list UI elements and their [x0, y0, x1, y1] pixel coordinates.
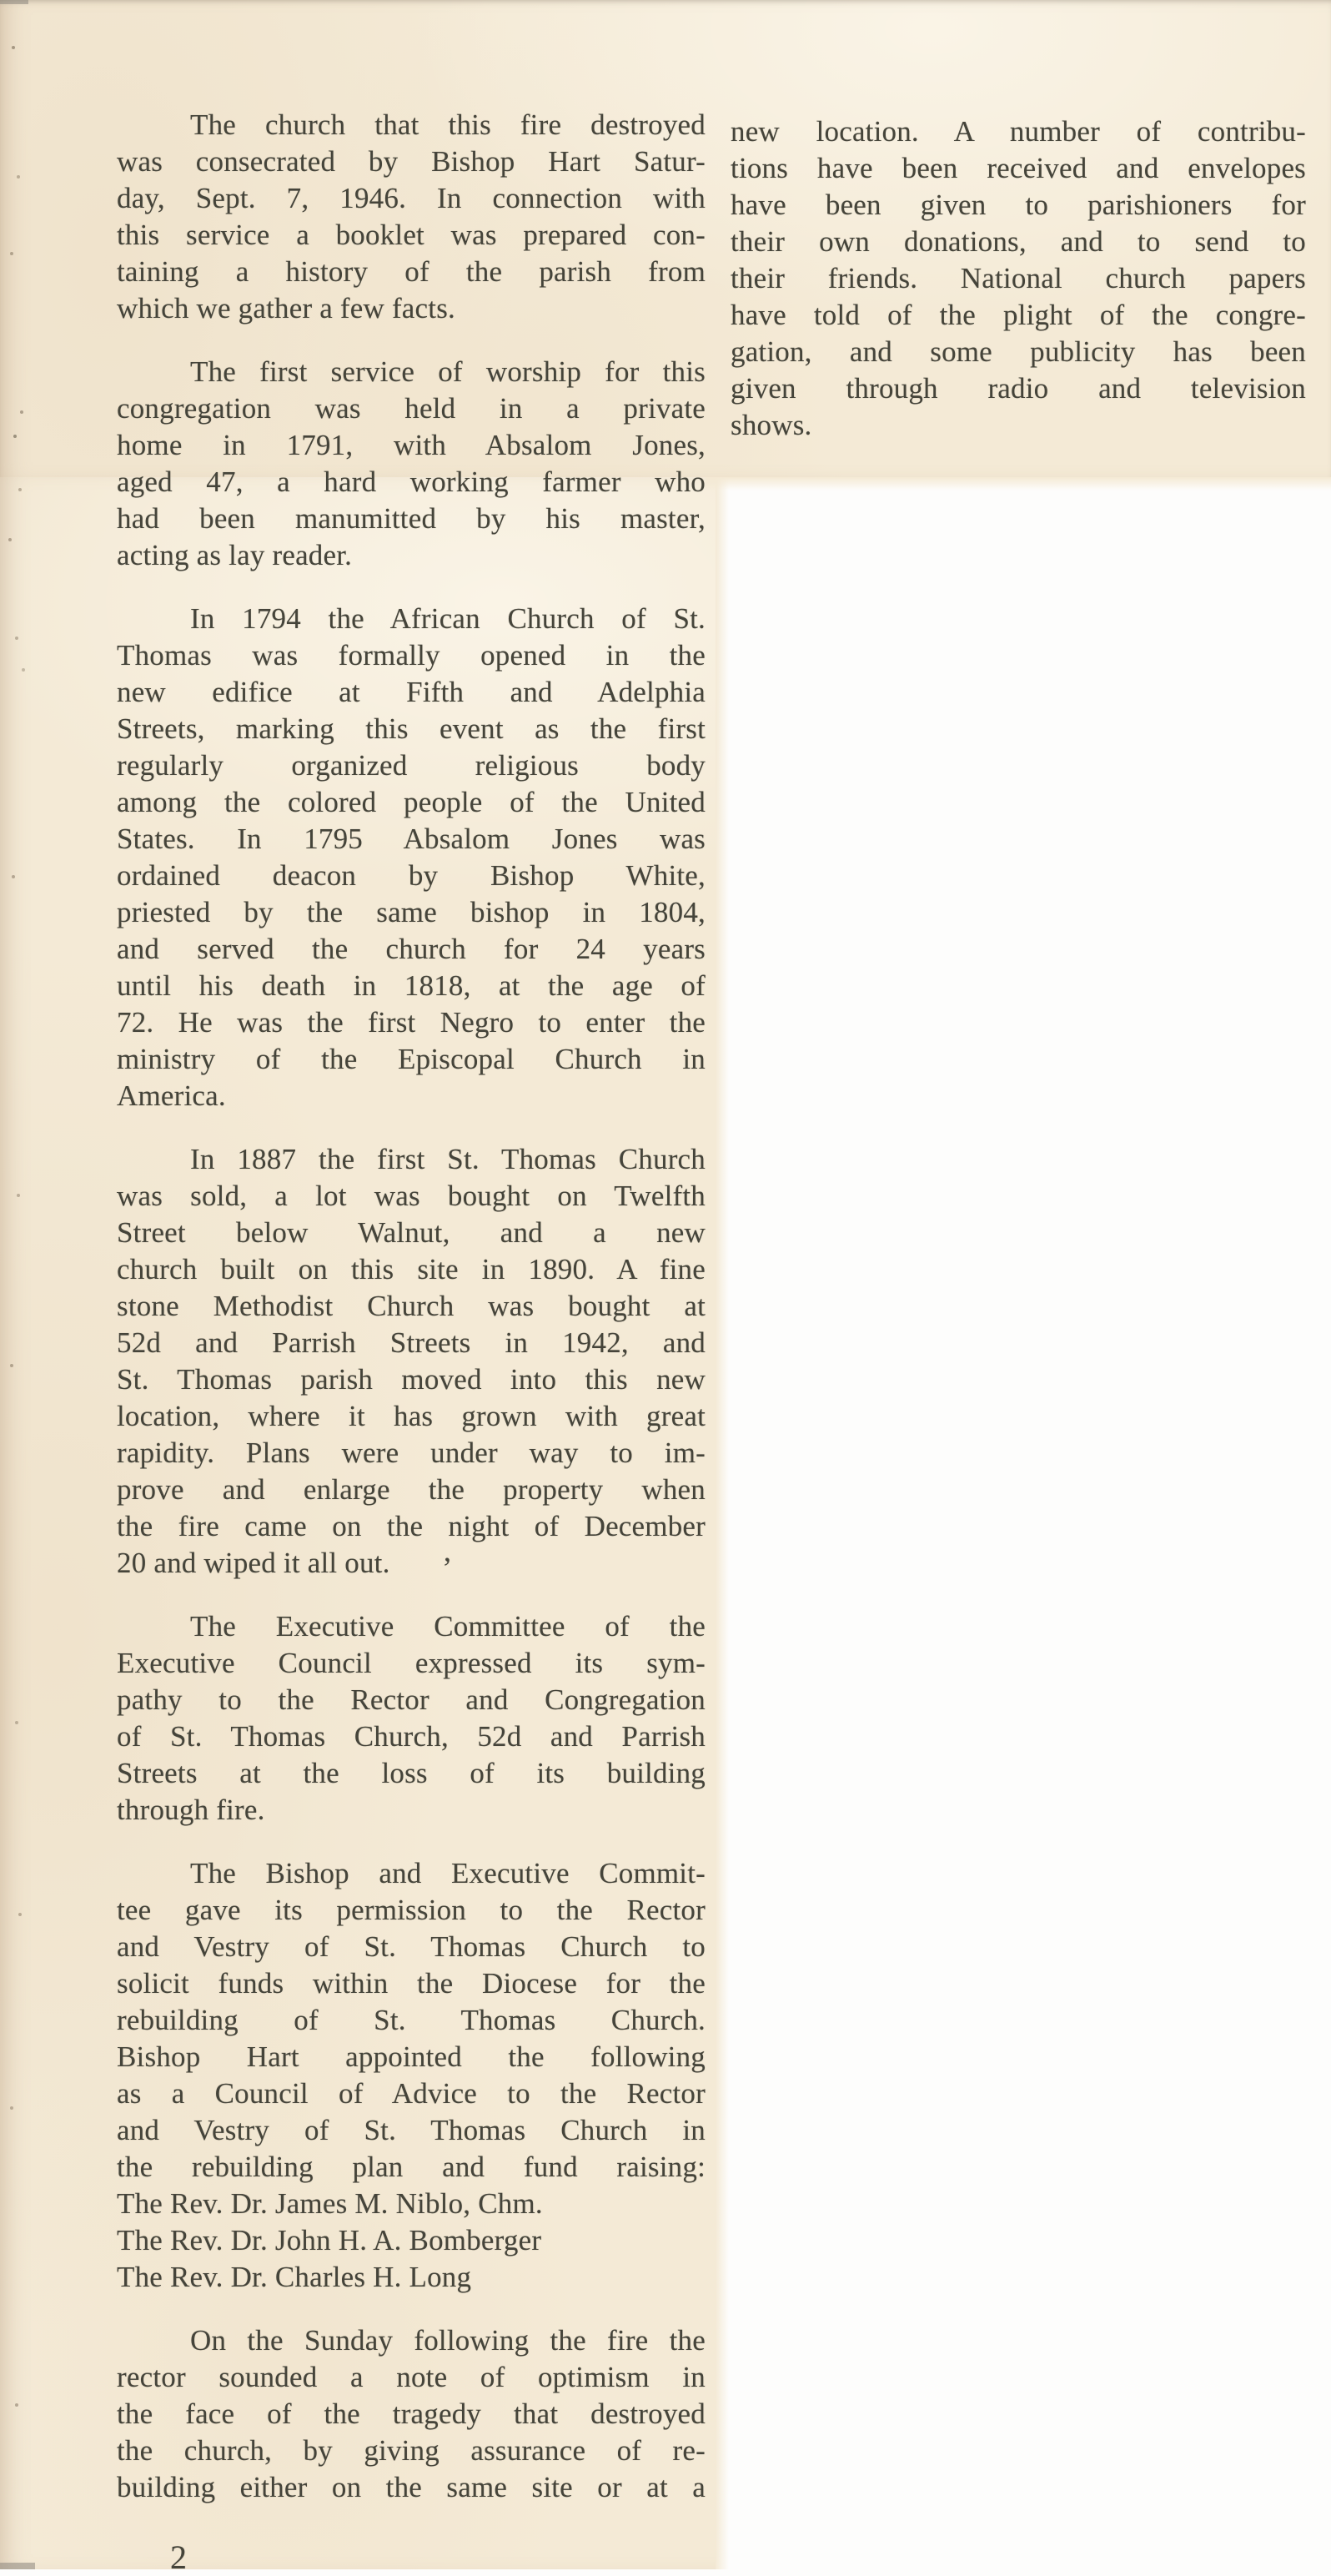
text-line: ordained deacon by Bishop White, [117, 859, 706, 892]
text-line: prove and enlarge the property when [117, 1473, 706, 1506]
text-line: shows. [731, 409, 812, 441]
text-line: On the Sunday following the fire the [190, 2324, 706, 2357]
text-line: new location. A number of contribu- [731, 115, 1306, 148]
text-line: which we gather a few facts. [117, 292, 455, 325]
text-line: Streets at the loss of its building [117, 1757, 706, 1789]
text-line: Executive Council expressed its sym- [117, 1647, 706, 1679]
text-line: taining a history of the parish from [117, 255, 706, 288]
scan-edge-mark-top [0, 0, 28, 4]
text-line: 72. He was the first Negro to enter the [117, 1006, 706, 1039]
text-line: have been given to parishioners for [731, 189, 1306, 221]
text-line: and Vestry of St. Thomas Church to [117, 1930, 706, 1963]
text-line: ministry of the Episcopal Church in [117, 1043, 706, 1075]
paragraph [117, 1855, 706, 2296]
text-line: Thomas was formally opened in the [117, 639, 706, 672]
text-line: The first service of worship for this [190, 355, 706, 388]
paper-edge-fade-right [716, 477, 729, 2569]
text-line: acting as lay reader. [117, 539, 353, 571]
paragraph [117, 354, 706, 574]
text-line: the face of the tragedy that destroyed [117, 2397, 706, 2430]
text-line: The Rev. Dr. John H. A. Bomberger [117, 2224, 542, 2257]
text-line: America. [117, 1079, 226, 1112]
text-line: new edifice at Fifth and Adelphia [117, 676, 706, 708]
text-line: Streets, marking this event as the first [117, 712, 706, 745]
text-line: home in 1791, with Absalom Jones, [117, 429, 706, 461]
text-line: day, Sept. 7, 1946. In connection with [117, 182, 706, 214]
text-line: rector sounded a note of optimism in [117, 2361, 706, 2393]
paragraph [117, 1608, 706, 1829]
text-line: In 1887 the first St. Thomas Church [190, 1143, 706, 1175]
text-line: building either on the same site or at a [117, 2471, 706, 2503]
text-line: given through radio and television [731, 372, 1306, 405]
text-line: In 1794 the African Church of St. [190, 602, 706, 635]
text-line: the fire came on the night of December [117, 1510, 706, 1542]
text-line: tee gave its permission to the Rector [117, 1894, 706, 1926]
text-line: was consecrated by Bishop Hart Satur- [117, 145, 706, 178]
page-number: 2 [170, 2538, 187, 2576]
text-line: St. Thomas parish moved into this new [117, 1363, 706, 1396]
text-line: 20 and wiped it all out. [117, 1547, 390, 1579]
text-line: had been manumitted by his master, [117, 502, 706, 535]
text-line: aged 47, a hard working farmer who [117, 465, 706, 498]
scan-speckles [12, 46, 15, 49]
text-line: have told of the plight of the congre- [731, 299, 1306, 331]
text-line: location, where it has grown with great [117, 1400, 706, 1432]
text-line: the church, by giving assurance of re- [117, 2434, 706, 2467]
text-line: gation, and some publicity has been [731, 335, 1306, 368]
stray-ink-mark: , [444, 1534, 451, 1567]
text-line: church built on this site in 1890. A fine [117, 1253, 706, 1285]
text-line: among the colored people of the United [117, 786, 706, 818]
text-line: Bishop Hart appointed the following [117, 2040, 706, 2073]
text-line: Street below Walnut, and a new [117, 1216, 706, 1249]
paragraph [117, 1141, 706, 1582]
text-line: rebuilding of St. Thomas Church. [117, 2004, 706, 2036]
text-line: as a Council of Advice to the Rector [117, 2077, 706, 2110]
text-line: tions have been received and envelopes [731, 152, 1306, 184]
text-line: pathy to the Rector and Congregation [117, 1683, 706, 1716]
text-line: was sold, a lot was bought on Twelfth [117, 1180, 706, 1212]
right-column [731, 113, 1306, 444]
text-line: until his death in 1818, at the age of [117, 969, 706, 1002]
text-line: The church that this fire destroyed [190, 108, 706, 141]
paragraph [117, 601, 706, 1114]
scan-edge-mark-bottom [0, 2563, 35, 2569]
text-line: rapidity. Plans were under way to im- [117, 1436, 706, 1469]
text-line: 52d and Parrish Streets in 1942, and [117, 1326, 706, 1359]
text-line: The Rev. Dr. James M. Niblo, Chm. [117, 2187, 543, 2220]
text-line: States. In 1795 Absalom Jones was [117, 823, 706, 855]
text-line: and Vestry of St. Thomas Church in [117, 2114, 706, 2146]
left-column [117, 107, 706, 2506]
text-line: The Executive Committee of the [190, 1610, 706, 1643]
text-line: stone Methodist Church was bought at [117, 1290, 706, 1322]
text-line: the rebuilding plan and fund raising: [117, 2151, 706, 2183]
text-line: The Bishop and Executive Commit- [190, 1857, 706, 1889]
paragraph [117, 2322, 706, 2506]
paper-edge-fade-bottom [706, 477, 1331, 491]
paragraph [117, 107, 706, 327]
text-line: solicit funds within the Diocese for the [117, 1967, 706, 2000]
text-line: priested by the same bishop in 1804, [117, 896, 706, 928]
text-line: through fire. [117, 1794, 265, 1826]
text-line: their friends. National church papers [731, 262, 1306, 294]
text-line: and served the church for 24 years [117, 933, 706, 965]
text-line: their own donations, and to send to [731, 225, 1306, 258]
text-line: regularly organized religious body [117, 749, 706, 782]
text-line: this service a booklet was prepared con- [117, 219, 706, 251]
text-line: of St. Thomas Church, 52d and Parrish [117, 1720, 706, 1753]
paragraph [731, 113, 1306, 444]
text-line: congregation was held in a private [117, 392, 706, 425]
text-line: The Rev. Dr. Charles H. Long [117, 2261, 472, 2293]
